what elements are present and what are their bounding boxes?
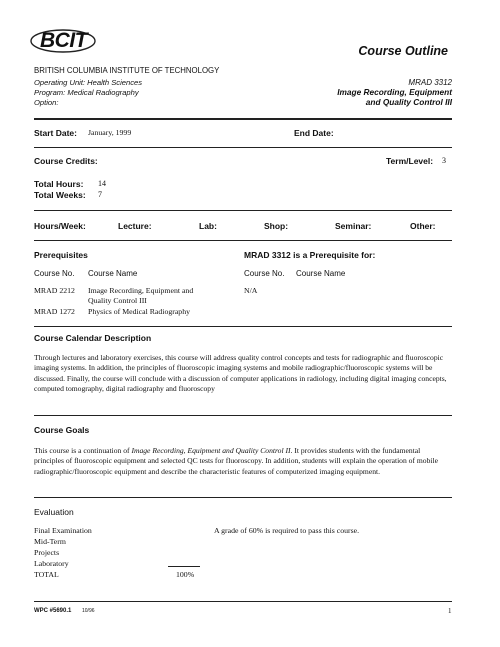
- divider: [34, 415, 452, 416]
- divider: [34, 210, 452, 211]
- prereq-for-col-course-no: Course No.: [244, 269, 285, 278]
- term-level-label: Term/Level:: [386, 156, 434, 166]
- start-date-label: Start Date:: [34, 128, 77, 138]
- lecture-label: Lecture:: [118, 221, 152, 231]
- divider: [34, 326, 452, 327]
- form-date: 10/96: [82, 608, 95, 614]
- course-goals-heading: Course Goals: [34, 425, 90, 435]
- course-goals-referenced-title: Image Recording, Equipment and Quality Control II: [131, 446, 291, 455]
- prereq-course-name: Physics of Medical Radiography: [88, 307, 190, 316]
- prereq-for-value: N/A: [244, 286, 258, 295]
- calendar-description-text: Through lectures and laboratory exercises, this course will address quality control concepts and tests for radiographic and fluoroscopic imaging systems. In addition, the principles of fluoroscopic imaging systems and mobile radiographic/fluoroscopic systems will be discussed. Finally, the course will conclude with a discussion of computer applications in radiology, including digital imaging concepts, computed tomography, digital radiography and fluoroscopy: [34, 353, 447, 393]
- seminar-label: Seminar:: [335, 221, 372, 231]
- divider: [34, 497, 452, 498]
- course-credits-label: Course Credits:: [34, 156, 98, 166]
- form-code: WPC #5690.1: [34, 608, 72, 614]
- other-label: Other:: [410, 221, 436, 231]
- course-goals-text: This course is a continuation of Image Recording, Equipment and Quality Control II. It provides students with the fundamental principles of fluoroscopic equipment and selected QC tests for fluoroscopy. In addition, students will explain the operation of mobile radiographic/fluoroscopic equipment and describe the characteristic features of computerized imaging equipment.: [34, 446, 438, 476]
- prereq-col-course-no: Course No.: [34, 269, 75, 278]
- course-title-line1: Image Recording, Equipment: [337, 87, 452, 97]
- divider: [34, 601, 452, 602]
- term-level-value: 3: [442, 156, 446, 165]
- prereq-course-name: Image Recording, Equipment and: [88, 286, 194, 295]
- doc-type: Course Outline: [358, 44, 448, 58]
- total-hours-value: 14: [98, 179, 106, 188]
- prereq-for-col-course-name: Course Name: [296, 269, 346, 278]
- institute-name: BRITISH COLUMBIA INSTITUTE OF TECHNOLOGY: [34, 66, 220, 75]
- evaluation-item: Laboratory: [34, 559, 69, 568]
- divider: [34, 118, 452, 120]
- prerequisites-heading: Prerequisites: [34, 250, 88, 260]
- total-weeks-label: Total Weeks:: [34, 190, 86, 200]
- program: Program: Medical Radiography: [34, 88, 139, 97]
- bcit-logo: [30, 26, 100, 56]
- divider: [34, 147, 452, 148]
- evaluation-total-value: 100%: [176, 570, 195, 579]
- evaluation-total-label: TOTAL: [34, 570, 59, 579]
- end-date-label: End Date:: [294, 128, 334, 138]
- lab-label: Lab:: [199, 221, 217, 231]
- total-weeks-value: 7: [98, 190, 102, 199]
- prereq-course-no: MRAD 1272: [34, 307, 75, 316]
- total-underline: [168, 566, 200, 567]
- prereq-for-heading: MRAD 3312 is a Prerequisite for:: [244, 250, 376, 260]
- evaluation-heading: Evaluation: [34, 507, 74, 517]
- operating-unit: Operating Unit: Health Sciences: [34, 78, 143, 87]
- calendar-description-heading: Course Calendar Description: [34, 333, 152, 343]
- prereq-course-no: MRAD 2212: [34, 286, 75, 295]
- prereq-course-name-cont: Quality Control III: [88, 296, 147, 305]
- prereq-col-course-name: Course Name: [88, 269, 138, 278]
- logo-text: BCIT: [40, 29, 87, 52]
- evaluation-item: Mid-Term: [34, 537, 66, 546]
- option: Option:: [34, 98, 59, 107]
- page-number: 1: [448, 607, 452, 615]
- course-code: MRAD 3312: [408, 78, 452, 87]
- shop-label: Shop:: [264, 221, 289, 231]
- divider: [34, 240, 452, 241]
- evaluation-item: Final Examination: [34, 526, 92, 535]
- evaluation-note: A grade of 60% is required to pass this course.: [214, 526, 360, 535]
- course-title-line2: and Quality Control III: [365, 97, 452, 107]
- start-date-value: January, 1999: [88, 128, 132, 137]
- hours-per-week-label: Hours/Week:: [34, 221, 86, 231]
- evaluation-item: Projects: [34, 548, 60, 557]
- total-hours-label: Total Hours:: [34, 179, 84, 189]
